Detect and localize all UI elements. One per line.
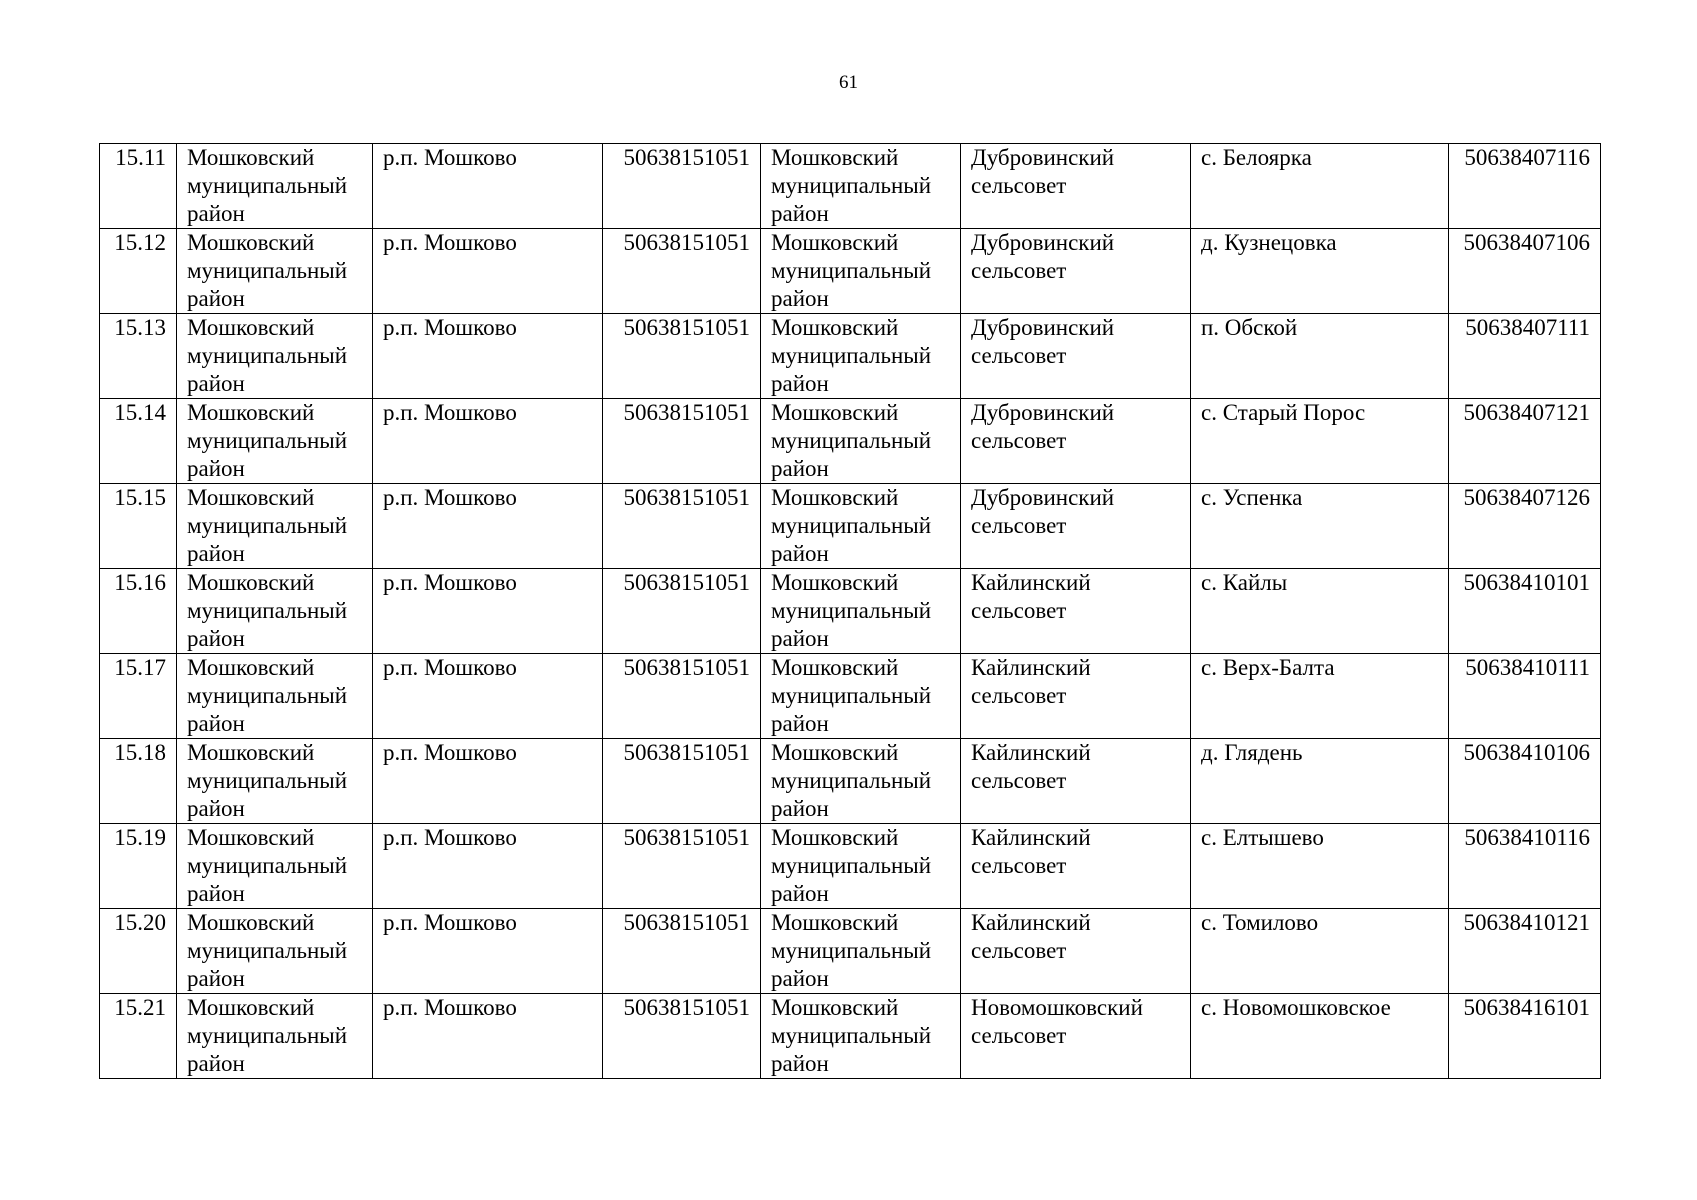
center-cell: р.п. Мошково: [373, 144, 603, 229]
council-cell-line: сельсовет: [971, 938, 1067, 963]
municipality-cell-line: Мошковский: [771, 485, 899, 510]
district-cell: [177, 229, 373, 314]
municipality-cell: [761, 399, 961, 484]
district-cell-line: муниципальный: [187, 683, 348, 708]
council-cell-line: Новомошковский: [971, 995, 1143, 1020]
district-cell-line: муниципальный: [187, 853, 348, 878]
district-cell-line: район: [187, 711, 245, 736]
council-cell-line: сельсовет: [971, 258, 1067, 283]
district-cell: [177, 569, 373, 654]
table-row: [100, 484, 1601, 569]
table-row: [100, 824, 1601, 909]
municipality-cell-line: муниципальный: [771, 513, 932, 538]
district-cell: [177, 484, 373, 569]
municipality-cell-line: муниципальный: [771, 768, 932, 793]
center-code-cell: 50638151051: [603, 399, 761, 484]
council-cell-line: сельсовет: [971, 598, 1067, 623]
district-cell-line: район: [187, 456, 245, 481]
center-cell: р.п. Мошково: [373, 654, 603, 739]
council-cell-line: Кайлинский: [971, 825, 1091, 850]
council-cell-line: Кайлинский: [971, 655, 1091, 680]
row-number-cell: 15.11: [100, 144, 177, 229]
municipality-cell-line: муниципальный: [771, 1023, 932, 1048]
council-cell-line: сельсовет: [971, 343, 1067, 368]
table-row: [100, 739, 1601, 824]
center-cell: р.п. Мошково: [373, 229, 603, 314]
municipality-cell-line: район: [771, 966, 829, 991]
district-cell-line: муниципальный: [187, 938, 348, 963]
oktmo-cell: 50638410111: [1449, 654, 1601, 739]
municipality-cell: [761, 229, 961, 314]
district-cell: [177, 399, 373, 484]
table-row: [100, 144, 1601, 229]
municipality-cell-line: район: [771, 796, 829, 821]
center-cell: р.п. Мошково: [373, 739, 603, 824]
municipality-cell-line: муниципальный: [771, 853, 932, 878]
council-cell: [961, 399, 1191, 484]
council-cell-line: Дубровинский: [971, 230, 1115, 255]
row-number-cell: 15.20: [100, 909, 177, 994]
municipality-cell-line: Мошковский: [771, 315, 899, 340]
center-cell: р.п. Мошково: [373, 399, 603, 484]
municipality-cell-line: район: [771, 711, 829, 736]
council-cell-line: Дубровинский: [971, 145, 1115, 170]
municipality-cell-line: район: [771, 201, 829, 226]
district-cell-line: Мошковский: [187, 315, 315, 340]
council-cell-line: сельсовет: [971, 853, 1067, 878]
row-number-cell: 15.12: [100, 229, 177, 314]
center-code-cell: 50638151051: [603, 484, 761, 569]
center-code-cell: 50638151051: [603, 654, 761, 739]
row-number-cell: 15.21: [100, 994, 177, 1079]
municipality-cell-line: Мошковский: [771, 910, 899, 935]
center-code-cell: 50638151051: [603, 994, 761, 1079]
council-cell-line: сельсовет: [971, 683, 1067, 708]
municipality-cell: [761, 994, 961, 1079]
municipality-cell-line: Мошковский: [771, 400, 899, 425]
council-cell: [961, 144, 1191, 229]
municipality-cell-line: район: [771, 456, 829, 481]
district-cell: [177, 654, 373, 739]
district-cell-line: Мошковский: [187, 230, 315, 255]
center-code-cell: 50638151051: [603, 144, 761, 229]
table-row: [100, 569, 1601, 654]
center-code-cell: 50638151051: [603, 824, 761, 909]
council-cell-line: сельсовет: [971, 513, 1067, 538]
council-cell-line: Кайлинский: [971, 570, 1091, 595]
oktmo-cell: 50638410101: [1449, 569, 1601, 654]
municipality-cell-line: район: [771, 371, 829, 396]
council-cell-line: Кайлинский: [971, 740, 1091, 765]
row-number-cell: 15.14: [100, 399, 177, 484]
district-cell-line: район: [187, 201, 245, 226]
district-cell: [177, 144, 373, 229]
municipality-cell-line: Мошковский: [771, 570, 899, 595]
district-cell-line: муниципальный: [187, 1023, 348, 1048]
municipality-cell: [761, 484, 961, 569]
municipality-cell-line: район: [771, 541, 829, 566]
municipality-cell: [761, 314, 961, 399]
center-code-cell: 50638151051: [603, 314, 761, 399]
municipality-cell-line: Мошковский: [771, 145, 899, 170]
district-cell-line: район: [187, 626, 245, 651]
table-body: [100, 144, 1601, 1079]
settlement-cell: с. Новомошковское: [1191, 994, 1449, 1079]
municipality-cell: [761, 144, 961, 229]
settlement-cell: с. Елтышево: [1191, 824, 1449, 909]
row-number-cell: 15.13: [100, 314, 177, 399]
municipality-cell: [761, 654, 961, 739]
council-cell-line: сельсовет: [971, 173, 1067, 198]
settlement-cell: с. Кайлы: [1191, 569, 1449, 654]
center-cell: р.п. Мошково: [373, 824, 603, 909]
table-row: [100, 229, 1601, 314]
district-cell-line: район: [187, 1051, 245, 1076]
municipality-cell-line: муниципальный: [771, 258, 932, 283]
district-cell: [177, 994, 373, 1079]
district-cell-line: муниципальный: [187, 258, 348, 283]
settlement-cell: п. Обской: [1191, 314, 1449, 399]
council-cell-line: сельсовет: [971, 768, 1067, 793]
settlement-cell: с. Томилово: [1191, 909, 1449, 994]
district-cell-line: Мошковский: [187, 570, 315, 595]
settlement-cell: д. Кузнецовка: [1191, 229, 1449, 314]
council-cell-line: Дубровинский: [971, 485, 1115, 510]
municipality-cell: [761, 909, 961, 994]
district-cell-line: муниципальный: [187, 513, 348, 538]
municipality-cell-line: район: [771, 881, 829, 906]
oktmo-cell: 50638416101: [1449, 994, 1601, 1079]
council-cell: [961, 994, 1191, 1079]
council-cell-line: Дубровинский: [971, 400, 1115, 425]
council-cell: [961, 909, 1191, 994]
oktmo-cell: 50638410121: [1449, 909, 1601, 994]
district-cell: [177, 314, 373, 399]
oktmo-cell: 50638407106: [1449, 229, 1601, 314]
municipality-cell-line: Мошковский: [771, 655, 899, 680]
oktmo-cell: 50638407111: [1449, 314, 1601, 399]
settlement-cell: д. Глядень: [1191, 739, 1449, 824]
municipality-cell-line: Мошковский: [771, 995, 899, 1020]
district-cell-line: район: [187, 796, 245, 821]
center-cell: р.п. Мошково: [373, 484, 603, 569]
row-number-cell: 15.19: [100, 824, 177, 909]
district-cell-line: Мошковский: [187, 995, 315, 1020]
oktmo-cell: 50638410116: [1449, 824, 1601, 909]
settlement-cell: с. Белоярка: [1191, 144, 1449, 229]
council-cell: [961, 739, 1191, 824]
district-cell-line: район: [187, 881, 245, 906]
table-row: [100, 654, 1601, 739]
district-cell-line: Мошковский: [187, 485, 315, 510]
council-cell-line: сельсовет: [971, 1023, 1067, 1048]
district-cell-line: район: [187, 966, 245, 991]
settlement-cell: с. Старый Порос: [1191, 399, 1449, 484]
council-cell: [961, 569, 1191, 654]
municipality-cell: [761, 739, 961, 824]
district-cell-line: муниципальный: [187, 768, 348, 793]
district-cell-line: муниципальный: [187, 428, 348, 453]
center-cell: р.п. Мошково: [373, 994, 603, 1079]
center-code-cell: 50638151051: [603, 909, 761, 994]
municipality-cell-line: район: [771, 1051, 829, 1076]
district-cell-line: Мошковский: [187, 145, 315, 170]
district-cell-line: Мошковский: [187, 825, 315, 850]
municipality-cell-line: Мошковский: [771, 230, 899, 255]
council-cell-line: сельсовет: [971, 428, 1067, 453]
oktmo-cell: 50638410106: [1449, 739, 1601, 824]
council-cell: [961, 824, 1191, 909]
center-code-cell: 50638151051: [603, 229, 761, 314]
row-number-cell: 15.15: [100, 484, 177, 569]
municipality-cell-line: район: [771, 286, 829, 311]
oktmo-cell: 50638407126: [1449, 484, 1601, 569]
council-cell: [961, 484, 1191, 569]
district-cell-line: Мошковский: [187, 655, 315, 680]
municipality-cell: [761, 569, 961, 654]
oktmo-cell: 50638407116: [1449, 144, 1601, 229]
district-cell: [177, 909, 373, 994]
settlement-cell: с. Успенка: [1191, 484, 1449, 569]
table-row: [100, 314, 1601, 399]
district-cell-line: Мошковский: [187, 400, 315, 425]
row-number-cell: 15.17: [100, 654, 177, 739]
center-code-cell: 50638151051: [603, 739, 761, 824]
settlement-cell: с. Верх-Балта: [1191, 654, 1449, 739]
table-row: [100, 399, 1601, 484]
council-cell: [961, 314, 1191, 399]
council-cell: [961, 654, 1191, 739]
page-number: 61: [839, 72, 858, 93]
district-cell-line: район: [187, 541, 245, 566]
municipality-cell-line: муниципальный: [771, 683, 932, 708]
municipality-cell-line: муниципальный: [771, 938, 932, 963]
municipality-cell-line: муниципальный: [771, 173, 932, 198]
district-cell: [177, 739, 373, 824]
municipality-cell-line: муниципальный: [771, 343, 932, 368]
district-cell: [177, 824, 373, 909]
center-cell: р.п. Мошково: [373, 314, 603, 399]
center-code-cell: 50638151051: [603, 569, 761, 654]
municipality-cell-line: район: [771, 626, 829, 651]
district-cell-line: муниципальный: [187, 343, 348, 368]
council-cell-line: Дубровинский: [971, 315, 1115, 340]
row-number-cell: 15.16: [100, 569, 177, 654]
municipality-cell-line: Мошковский: [771, 825, 899, 850]
row-number-cell: 15.18: [100, 739, 177, 824]
district-cell-line: муниципальный: [187, 598, 348, 623]
municipality-cell: [761, 824, 961, 909]
council-cell-line: Кайлинский: [971, 910, 1091, 935]
council-cell: [961, 229, 1191, 314]
district-cell-line: Мошковский: [187, 740, 315, 765]
district-cell-line: район: [187, 371, 245, 396]
oktmo-cell: 50638407121: [1449, 399, 1601, 484]
municipality-cell-line: муниципальный: [771, 598, 932, 623]
center-cell: р.п. Мошково: [373, 569, 603, 654]
table-row: [100, 994, 1601, 1079]
table-row: [100, 909, 1601, 994]
district-cell-line: Мошковский: [187, 910, 315, 935]
district-cell-line: муниципальный: [187, 173, 348, 198]
municipality-cell-line: муниципальный: [771, 428, 932, 453]
settlements-table: [99, 143, 1601, 1079]
center-cell: р.п. Мошково: [373, 909, 603, 994]
district-cell-line: район: [187, 286, 245, 311]
municipality-cell-line: Мошковский: [771, 740, 899, 765]
